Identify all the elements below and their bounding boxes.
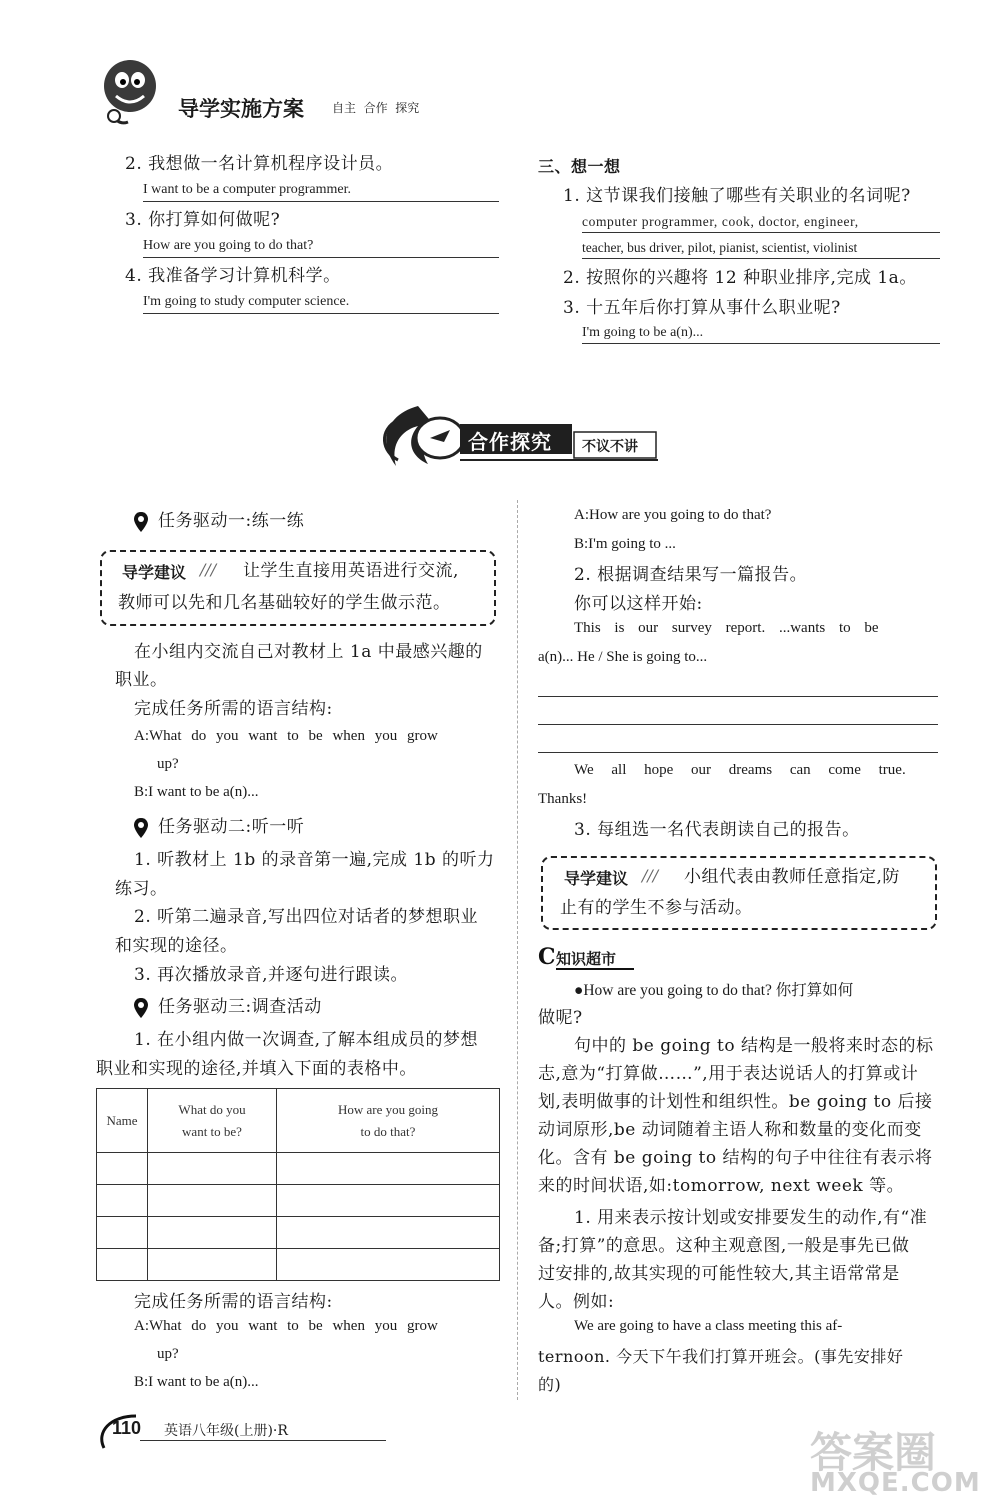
t2-1b: 练习。 — [115, 879, 168, 899]
answer-line — [143, 257, 499, 258]
dialog2-b: B:I want to be a(n)... — [134, 1374, 259, 1390]
k2-line: 划,表明做事的计划性和组织性。be going to 后接 — [538, 1092, 933, 1112]
table-header-want — [148, 1089, 277, 1153]
banner-title: 合作探究 — [468, 430, 552, 454]
table-cell[interactable] — [97, 1249, 148, 1281]
tip2-text1: 小组代表由教师任意指定,防 — [684, 867, 900, 887]
section-banner — [368, 400, 668, 476]
tip1-text2: 教师可以先和几名基础较好的学生做示范。 — [118, 593, 451, 613]
dialog1-b: B:I want to be a(n)... — [134, 784, 259, 800]
knowledge-icon: C — [538, 944, 556, 970]
table-cell[interactable] — [277, 1217, 500, 1249]
r-line9: 3. 每组选一名代表朗读自己的报告。 — [574, 820, 860, 840]
answer-line — [582, 258, 940, 259]
column-divider — [517, 500, 518, 1400]
k3-paragraph — [538, 1204, 948, 1316]
table-cell[interactable] — [148, 1249, 277, 1281]
left-top-q4: 4. 我准备学习计算机科学。 — [125, 266, 341, 286]
k2-line: 来的时间状语,如:tomorrow, next week 等。 — [538, 1176, 905, 1196]
section-heading: 三、想一想 — [538, 157, 621, 176]
left-top-a4: I'm going to study computer science. — [143, 294, 350, 309]
table-header-want-line1: What do you — [178, 1101, 246, 1117]
table-header-want-line2: want to be? — [182, 1123, 242, 1139]
right-top-q3: 3. 十五年后你打算从事什么职业呢? — [563, 298, 841, 318]
answer-line — [582, 232, 940, 233]
t2-3: 3. 再次播放录音,并逐句进行跟读。 — [134, 965, 409, 985]
k2-line: 志,意为“打算做……”,用于表达说话人的打算或计 — [538, 1064, 919, 1084]
r-line6: a(n)... He / She is going to... — [538, 649, 708, 665]
k4-line2: ternoon. 今天下午我们打算开班会。(事先安排好 — [538, 1347, 904, 1366]
table-cell[interactable] — [148, 1217, 277, 1249]
r-line7: We all hope our dreams can come true. — [574, 762, 906, 778]
table-cell[interactable] — [277, 1185, 500, 1217]
location-pin-icon — [134, 818, 148, 838]
table-cell[interactable] — [277, 1249, 500, 1281]
location-pin-icon — [134, 998, 148, 1018]
dialog2-a: A:What do you want to be when you grow — [134, 1318, 438, 1334]
watermark-cn: 答案圈 — [810, 1428, 937, 1477]
p1-line2: 职业。 — [115, 670, 168, 690]
k2-line: 化。含有 be going to 结构的句子中往往有表示将 — [538, 1148, 933, 1168]
answer-line — [582, 343, 940, 344]
k1-line1: ●How are you going to do that? 你打算如何 — [574, 982, 854, 999]
k4-line1: We are going to have a class meeting this af- — [574, 1318, 843, 1334]
write-line — [538, 696, 938, 697]
k4-line3: 的) — [538, 1375, 562, 1394]
dialog1-a: A:What do you want to be when you grow — [134, 728, 438, 744]
tip1-text1: 让学生直接用英语进行交流, — [243, 561, 459, 581]
tip2-label: 导学建议 — [564, 869, 629, 888]
r-line3: 2. 根据调查结果写一篇报告。 — [574, 565, 808, 585]
left-top-a3: How are you going to do that? — [143, 238, 314, 253]
location-pin-icon — [134, 512, 148, 532]
dialog2-a2: up? — [157, 1346, 179, 1362]
table-cell[interactable] — [148, 1153, 277, 1185]
knowledge-underline — [556, 968, 634, 970]
t3-1b: 职业和实现的途径,并填入下面的表格中。 — [96, 1059, 417, 1079]
tip1-label: 导学建议 — [122, 563, 187, 582]
page-number: 110 — [112, 1418, 142, 1438]
mascot-logo — [96, 52, 164, 132]
table-cell[interactable] — [148, 1185, 277, 1217]
task2-title: 任务驱动二:听一听 — [158, 817, 305, 837]
dialog1-a2: up? — [157, 756, 179, 772]
tip2-text2: 止有的学生不参与活动。 — [560, 898, 753, 918]
p1-line1: 在小组内交流自己对教材上 1a 中最感兴趣的 — [134, 642, 483, 662]
banner-subtitle: 不议不讲 — [582, 439, 638, 455]
right-top-a3: I'm going to be a(n)... — [582, 325, 704, 340]
task1-title: 任务驱动一:练一练 — [158, 511, 305, 531]
left-top-q3: 3. 你打算如何做呢? — [125, 210, 281, 230]
right-top-a1-line2: teacher, bus driver, pilot, pianist, scientist, violinist — [582, 240, 858, 255]
table-cell[interactable] — [97, 1153, 148, 1185]
table-cell[interactable] — [277, 1153, 500, 1185]
watermark-en: MXQE.COM — [810, 1468, 981, 1498]
header-subtitle: 自主 合作 探究 — [332, 101, 420, 115]
table-header-how-line2: to do that? — [360, 1123, 416, 1139]
k2-paragraph — [538, 1032, 948, 1200]
right-top-q2: 2. 按照你的兴趣将 12 种职业排序,完成 1a。 — [563, 268, 917, 288]
table-header-name: Name — [97, 1089, 148, 1153]
left-top-q2: 2. 我想做一名计算机程序设计员。 — [125, 154, 394, 174]
k3-line: 1. 用来表示按计划或安排要发生的动作,有“准 — [574, 1208, 928, 1228]
right-top-a1-line1: computer programmer, cook, doctor, engineer, — [582, 214, 859, 229]
p2: 完成任务所需的语言结构: — [134, 699, 333, 719]
t2-2a: 2. 听第二遍录音,写出四位对话者的梦想职业 — [134, 907, 479, 927]
k3-line: 备;打算”的意思。这种主观意图,一般是事先已做 — [538, 1236, 910, 1256]
task3-title: 任务驱动三:调查活动 — [158, 997, 322, 1017]
survey-table — [96, 1088, 500, 1281]
write-line — [538, 724, 938, 725]
k3-line: 过安排的,故其实现的可能性较大,其主语常常是 — [538, 1264, 900, 1284]
write-line — [538, 752, 938, 753]
right-top-q1: 1. 这节课我们接触了哪些有关职业的名词呢? — [563, 186, 911, 206]
tip2-slash-icon: /// — [642, 866, 659, 885]
r-line4: 你可以这样开始: — [574, 594, 703, 614]
tip1-slash-icon: /// — [200, 560, 217, 579]
table-cell[interactable] — [97, 1185, 148, 1217]
answer-line — [143, 201, 499, 202]
table-header-how-line1: How are you going — [337, 1101, 438, 1117]
k3-line: 人。例如: — [538, 1292, 615, 1312]
r-line8: Thanks! — [538, 791, 588, 807]
answer-line — [143, 313, 499, 314]
r-line1: A:How are you going to do that? — [574, 507, 772, 523]
t3-1a: 1. 在小组内做一次调查,了解本组成员的梦想 — [134, 1030, 479, 1050]
footer-book: 英语八年级(上册)·R — [164, 1423, 288, 1439]
k2-line: 句中的 be going to 结构是一般将来时态的标 — [574, 1036, 934, 1056]
left-top-a2: I want to be a computer programmer. — [143, 182, 351, 197]
r-line2: B:I'm going to ... — [574, 536, 676, 552]
header-title: 导学实施方案 — [178, 97, 304, 121]
k2-line: 动词原形,be 动词随着主语人称和数量的变化而变 — [538, 1120, 922, 1140]
t2-2b: 和实现的途径。 — [115, 936, 238, 956]
knowledge-label: 知识超市 — [556, 950, 617, 968]
r-line5: This is our survey report. ...wants to be — [574, 620, 879, 636]
p3: 完成任务所需的语言结构: — [134, 1292, 333, 1312]
footer-line — [140, 1440, 386, 1441]
t2-1a: 1. 听教材上 1b 的录音第一遍,完成 1b 的听力 — [134, 850, 495, 870]
table-header-how — [277, 1089, 500, 1153]
k1-line2: 做呢? — [538, 1008, 583, 1028]
table-cell[interactable] — [97, 1217, 148, 1249]
